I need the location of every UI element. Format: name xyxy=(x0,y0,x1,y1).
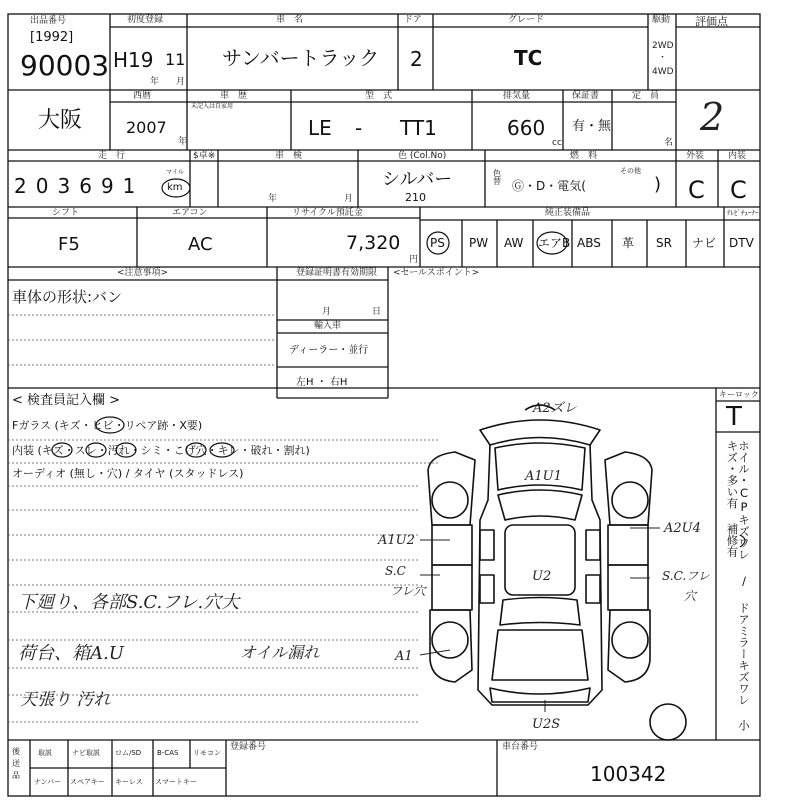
year-code: [1992] xyxy=(30,30,74,45)
diag-a1u2: A1U2 xyxy=(378,533,415,548)
inspector-hw2: 荷台、箱A.U xyxy=(18,643,124,664)
reg-day: 日 xyxy=(372,307,382,317)
fuel-close: ) xyxy=(654,174,662,195)
model-year-unit: 年 xyxy=(178,137,188,147)
import-value: ディーラー・並行 xyxy=(289,345,369,356)
mileage-digit: 9 xyxy=(100,174,119,198)
inspector-line2: 内装 (キズ・スレ・汚れ・シミ・こげ穴・キレ・破れ・割れ) xyxy=(12,444,310,457)
recycle-label: リサイクル預託金 xyxy=(292,208,363,218)
tuner-label: ﾃﾚﾋﾞﾁｭｰﾅｰ xyxy=(727,209,759,217)
mileage-unit-km: km xyxy=(167,182,183,193)
capacity-unit: 名 xyxy=(664,138,674,148)
keylock-label: キーロック xyxy=(719,390,759,399)
ac-value: AC xyxy=(188,234,213,255)
fuel-label: 燃 料 xyxy=(570,151,598,161)
car-diagram xyxy=(428,405,686,740)
interior-value: C xyxy=(730,176,747,204)
fuel-value: Ⓖ・D・電気( xyxy=(512,179,586,193)
acc-rom: ロム/SD xyxy=(115,749,142,757)
type-value: TT1 xyxy=(400,116,437,140)
lot-label: 出品番号 xyxy=(30,16,67,26)
first-reg-month: 11 xyxy=(165,50,186,69)
lot-number: 90003 xyxy=(20,49,110,82)
equip-ps: PS xyxy=(430,236,445,250)
name-value: サンバートラック xyxy=(222,46,380,70)
equip-sr: SR xyxy=(656,236,672,250)
recycle-unit: 円 xyxy=(409,255,419,265)
acc-remote: リモコン xyxy=(193,749,221,757)
diag-sc-left: S.C xyxy=(385,564,406,578)
equip-dtv: DTV xyxy=(729,236,754,250)
capacity-label: 定 員 xyxy=(632,91,660,101)
mileage-digit: 2 xyxy=(14,174,32,198)
inspection-month-unit: 月 xyxy=(344,194,354,204)
equip-pw: PW xyxy=(469,236,489,250)
ac-label: エアコン xyxy=(172,208,208,218)
inspection-label: 車 検 xyxy=(275,151,303,161)
color-change-label: 色替 xyxy=(493,169,501,186)
score-label: 評価点 xyxy=(695,15,728,28)
model-year-value: 2007 xyxy=(126,118,167,137)
grade-value: TC xyxy=(514,46,543,70)
inspector-line1: Fガラス (キズ・ヒビ・リペア跡・X要) xyxy=(12,419,203,432)
diag-sc-right: S.C.フレ xyxy=(662,569,710,583)
month-unit: 月 xyxy=(176,77,186,87)
inspector-hw1: 下廻り、各部S.C.フレ.穴大 xyxy=(18,592,240,613)
recycle-value: 7,320 xyxy=(346,232,401,254)
chassis-label: 車台番号 xyxy=(502,742,539,752)
first-reg-value: H19 xyxy=(113,48,154,72)
diag-u2s: U2S xyxy=(532,717,561,732)
keylock-value: T xyxy=(726,402,742,432)
handle-value: 左H ・ 右H xyxy=(296,377,348,388)
equip-abs: ABS xyxy=(577,236,601,250)
mileage-digits xyxy=(14,176,140,196)
shift-value: F5 xyxy=(58,234,80,255)
type-prefix: LE xyxy=(308,116,332,140)
shift-label: シフト xyxy=(52,208,80,218)
year-unit: 年 xyxy=(150,77,160,87)
odometer-label: $卓※ xyxy=(193,151,216,161)
region: 大阪 xyxy=(38,108,83,133)
mileage-digit: 6 xyxy=(79,174,97,198)
mileage-unit-mile: マイル xyxy=(166,169,184,176)
acc-manual: 取説 xyxy=(38,749,52,757)
diag-u2: U2 xyxy=(532,569,552,584)
exterior-label: 外装 xyxy=(686,151,705,161)
inspector-hw3: 天張り 汚れ xyxy=(20,690,111,710)
reg-expiry-label: 登録証明書有効期限 xyxy=(296,268,378,278)
cc-unit: cc xyxy=(552,138,562,148)
drive-dot: ・ xyxy=(658,53,668,63)
door-value: 2 xyxy=(410,47,423,71)
score-value: 2 xyxy=(700,95,725,139)
inspector-hw2b: オイル漏れ xyxy=(240,643,320,662)
body-shape: 車体の形状:バン xyxy=(12,288,123,306)
acc-plate: ナンバー xyxy=(34,778,62,786)
grade-label: グレード xyxy=(508,15,545,25)
accessory-label: 後 送 品 xyxy=(12,747,28,780)
interior-label: 内装 xyxy=(728,151,747,161)
history-note: 未記入は自家用 xyxy=(191,103,234,110)
drive-2wd: 2WD xyxy=(652,41,674,51)
first-reg-label: 初度登録 xyxy=(127,15,164,25)
displacement-label: 排気量 xyxy=(503,91,531,101)
acc-smart-key: スマートキー xyxy=(155,778,197,786)
warranty-value: 有・無 xyxy=(572,119,612,134)
color-value: シルバー xyxy=(382,169,453,190)
inspector-line3: オーディオ (無し・穴) / タイヤ (スタッドレス) xyxy=(12,467,244,480)
exterior-value: C xyxy=(688,176,705,204)
mileage-label: 走 行 xyxy=(98,151,126,161)
color-label: 色 (Col.No) xyxy=(398,151,447,161)
equip-navi: ナビ xyxy=(692,236,717,250)
equip-airbag: エアB xyxy=(538,236,571,250)
drive-4wd: 4WD xyxy=(652,67,674,77)
type-dash: - xyxy=(355,116,363,140)
sales-label: <セールスポイント> xyxy=(393,268,480,278)
diag-a1u1: A1U1 xyxy=(525,469,562,484)
acc-navi-manual: ナビ取説 xyxy=(72,749,100,757)
type-label: 型 式 xyxy=(365,91,393,101)
mileage-digit: 1 xyxy=(122,174,141,198)
diag-a1: A1 xyxy=(395,649,413,664)
diag-a2u4: A2U4 xyxy=(664,521,701,536)
acc-bcas: B-CAS xyxy=(157,749,179,757)
reg-number-label: 登録番号 xyxy=(230,742,267,752)
acc-keyless: キーレス xyxy=(115,778,143,786)
equipment-label: 純正装備品 xyxy=(545,208,591,218)
inspection-year-unit: 年 xyxy=(268,194,278,204)
side-note: ホイル・CPキズワレ / ドアミラーキズワレ 小キズ・多い有 補修有 xyxy=(725,440,751,731)
inspector-title: < 検査員記入欄 > xyxy=(12,393,121,408)
warranty-label: 保証書 xyxy=(572,91,600,101)
model-year-label: 西暦 xyxy=(133,91,152,101)
acc-spare-key: スペアキー xyxy=(70,778,105,786)
import-label: 輸入車 xyxy=(314,321,342,331)
chassis-value: 100342 xyxy=(590,762,667,786)
name-label: 車 名 xyxy=(276,15,304,25)
diag-sc-left2: フレ穴 xyxy=(390,584,426,598)
mileage-digit: 0 xyxy=(35,174,54,198)
displacement-value: 660 xyxy=(507,116,546,140)
equip-leather: 革 xyxy=(622,236,635,250)
door-label: ドア xyxy=(404,15,422,25)
drive-label: 駆動 xyxy=(652,15,671,25)
reg-month: 月 xyxy=(322,307,332,317)
history-label: 車 歴 xyxy=(220,91,248,101)
diag-sc-right2: 穴 xyxy=(684,589,697,603)
caution-label: <注意事項> xyxy=(117,268,169,278)
diag-a2w: A2ズレ xyxy=(533,401,577,416)
equip-aw: AW xyxy=(504,236,524,250)
color-code: 210 xyxy=(405,191,426,204)
fuel-other: その他 xyxy=(620,167,641,175)
mileage-digit: 3 xyxy=(57,174,76,198)
